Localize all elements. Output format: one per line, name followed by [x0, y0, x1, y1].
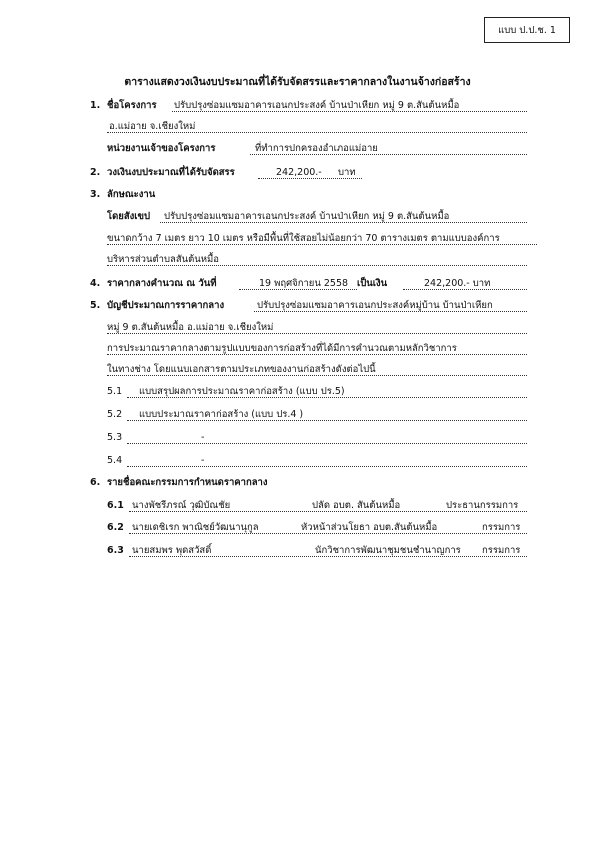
calc-date-value: 19 พฤศจิกายน 2558 — [259, 278, 349, 289]
summary-text-2: ขนาดกว้าง 7 เมตร ยาว 10 เมตร หรือมีพื้นที่ใช้สอยไม่น้อยกว่า 70 ตารางเมตร ตามแบบองค์การ — [107, 233, 500, 244]
section-2-number: 2. — [90, 167, 101, 178]
member-position: นักวิชาการพัฒนาชุมชนชำนาญการ — [315, 545, 461, 556]
project-name-label: ชื่อโครงการ — [107, 100, 157, 111]
work-nature-label: ลักษณะงาน — [107, 189, 156, 200]
calc-money-value: 242,200.- บาท — [424, 278, 491, 289]
project-owner-value: ที่ทำการปกครองอำเภอแม่อาย — [255, 143, 378, 154]
member-name: นายสมพร พุดสวัสดิ์ — [132, 545, 212, 556]
committee-label: รายชื่อคณะกรรมการกำหนดราคากลาง — [107, 477, 268, 488]
attachment-number: 5.1 — [107, 386, 123, 397]
project-owner-label: หน่วยงานเจ้าของโครงการ — [107, 143, 216, 154]
summary-text-1: ปรับปรุงซ่อมแซมอาคารเอนกประสงค์ บ้านป่าเหียก หมู่ 9 ต.สันต้นหมื้อ — [164, 211, 450, 222]
attachment-number: 5.3 — [107, 432, 123, 443]
estimate-text-2: หมู่ 9 ต.สันต้นหมื้อ อ.แม่อาย จ.เชียงใหม่ — [107, 322, 274, 333]
member-number: 6.3 — [107, 545, 124, 556]
budget-amount: 242,200.- — [276, 167, 322, 178]
form-code-box — [484, 17, 570, 43]
member-name: นายเดชิเรก พาณิชย์วัฒนานุกูล — [132, 522, 259, 533]
page-title: ตารางแสดงวงเงินงบประมาณที่ได้รับจัดสรรและราคากลางในงานจ้างก่อสร้าง — [124, 76, 471, 88]
section-1-number: 1. — [90, 100, 101, 111]
member-role: ประธานกรรมการ — [446, 500, 519, 511]
dotted-line — [127, 443, 527, 444]
member-role: กรรมการ — [482, 522, 521, 533]
estimate-label: บัญชีประมาณการราคากลาง — [107, 300, 225, 311]
member-role: กรรมการ — [482, 545, 521, 556]
project-name-value: ปรับปรุงซ่อมแซมอาคารเอนกประสงค์ บ้านป่าเหียก หมู่ 9 ต.สันต้นหมื้อ — [174, 100, 460, 111]
project-location-value: อ.แม่อาย จ.เชียงใหม่ — [109, 121, 196, 132]
summary-text-3: บริหารส่วนตำบลสันต้นหมื้อ — [107, 254, 220, 265]
estimate-text-1: ปรับปรุงซ่อมแซมอาคารเอนกประสงค์หมู่บ้าน บ้านป่าเหียก — [257, 300, 493, 311]
attachment-text: แบบสรุปผลการประมาณราคาก่อสร้าง (แบบ ปร.5) — [139, 386, 345, 397]
form-code: แบบ ป.ป.ช. 1 — [498, 24, 556, 36]
attachment-number: 5.4 — [107, 455, 123, 466]
section-5-number: 5. — [90, 300, 101, 311]
member-number: 6.1 — [107, 500, 124, 511]
estimate-text-3: การประมาณราคากลางตามรูปแบบของการก่อสร้างที่ได้มีการคำนวณตามหลักวิชาการ — [107, 343, 457, 354]
calc-money-label: เป็นเงิน — [357, 278, 388, 289]
section-6-number: 6. — [90, 477, 101, 488]
estimate-text-4: ในทางช่าง โดยแนบเอกสารตามประเภทของงานก่อสร้างดังต่อไปนี้ — [107, 364, 376, 375]
member-position: หัวหน้าส่วนโยธา อบต.สันต้นหมื้อ — [301, 522, 438, 533]
member-number: 6.2 — [107, 522, 124, 533]
budget-label: วงเงินงบประมาณที่ได้รับจัดสรร — [107, 167, 235, 178]
budget-unit: บาท — [338, 167, 356, 178]
calc-date-label: ราคากลางคำนวณ ณ วันที่ — [107, 278, 217, 289]
summary-label: โดยสังเขป — [107, 211, 151, 222]
attachment-text: - — [201, 455, 205, 466]
attachment-text: แบบประมาณราคาก่อสร้าง (แบบ ปร.4 ) — [139, 409, 304, 420]
member-name: นางพัชรีภรณ์ วุฒิบัณชัย — [132, 500, 231, 511]
section-4-number: 4. — [90, 278, 101, 289]
dotted-line — [127, 466, 527, 467]
member-position: ปลัด อบต. สันต้นหมื้อ — [312, 500, 401, 511]
attachment-text: - — [201, 432, 205, 443]
attachment-number: 5.2 — [107, 409, 123, 420]
section-3-number: 3. — [90, 189, 101, 200]
